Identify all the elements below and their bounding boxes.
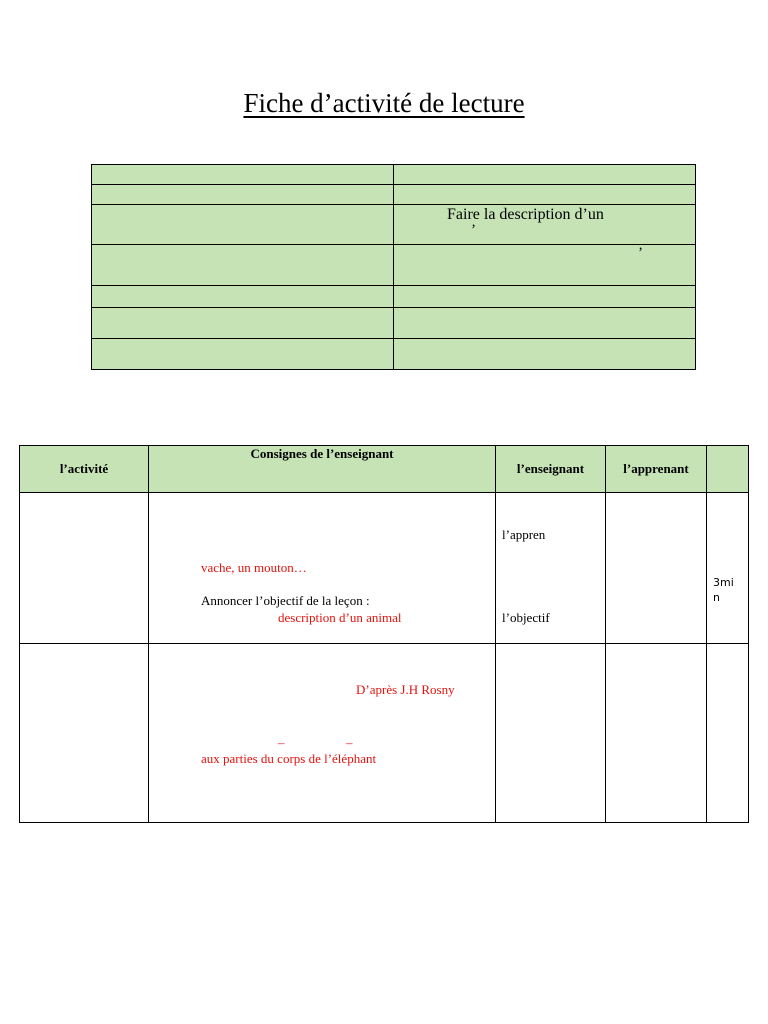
activity-cell: [20, 644, 149, 823]
dash-mark: –: [346, 735, 353, 750]
lesson-info-table: [91, 164, 696, 370]
info-cell: [394, 165, 696, 185]
header-consignes: Consignes de l’enseignant: [149, 446, 496, 493]
info-cell: [394, 308, 696, 339]
info-cell: [92, 245, 394, 286]
enseignant-text: l’objectif: [502, 610, 550, 625]
apostrophe-mark: ’: [638, 245, 643, 261]
info-cell: [394, 286, 696, 308]
info-cell: [394, 339, 696, 370]
header-activite: l’activité: [20, 446, 149, 493]
activity-cell: [20, 493, 149, 644]
consigne-text: vache, un mouton…: [201, 560, 307, 575]
header-apprenant: l’apprenant: [606, 446, 707, 493]
source-citation: D’après J.H Rosny: [356, 682, 455, 697]
info-cell: [92, 339, 394, 370]
info-cell: [92, 308, 394, 339]
info-cell-objective: [394, 205, 696, 245]
apprenant-cell: [606, 644, 707, 823]
header-enseignant: l’enseignant: [496, 446, 606, 493]
consigne-text: aux parties du corps de l’éléphant: [201, 751, 377, 766]
page-title: Fiche d’activité de lecture: [243, 88, 525, 118]
dash-mark: –: [278, 735, 285, 750]
duree-text: 3mi n: [713, 576, 734, 604]
apostrophe-mark: ’: [471, 222, 476, 238]
info-cell: [92, 286, 394, 308]
duree-cell: [707, 644, 749, 823]
info-cell: [92, 185, 394, 205]
header-duree: [707, 446, 749, 493]
activity-table: [19, 445, 749, 823]
table-row: [20, 644, 749, 823]
consignes-cell: [149, 493, 496, 644]
consigne-text: Annoncer l’objectif de la leçon :: [201, 593, 370, 608]
objective-text: Faire la description d’un: [447, 206, 604, 223]
info-cell: [92, 165, 394, 185]
enseignant-cell: [496, 644, 606, 823]
duree-cell: [707, 493, 749, 644]
consigne-text: description d’un animal: [278, 610, 402, 625]
enseignant-cell: [496, 493, 606, 644]
info-cell: [394, 245, 696, 286]
consignes-cell: [149, 644, 496, 823]
table-row: [20, 493, 749, 644]
enseignant-text: l’appren: [502, 527, 546, 542]
apprenant-cell: [606, 493, 707, 644]
info-cell: [394, 185, 696, 205]
info-cell: [92, 205, 394, 245]
